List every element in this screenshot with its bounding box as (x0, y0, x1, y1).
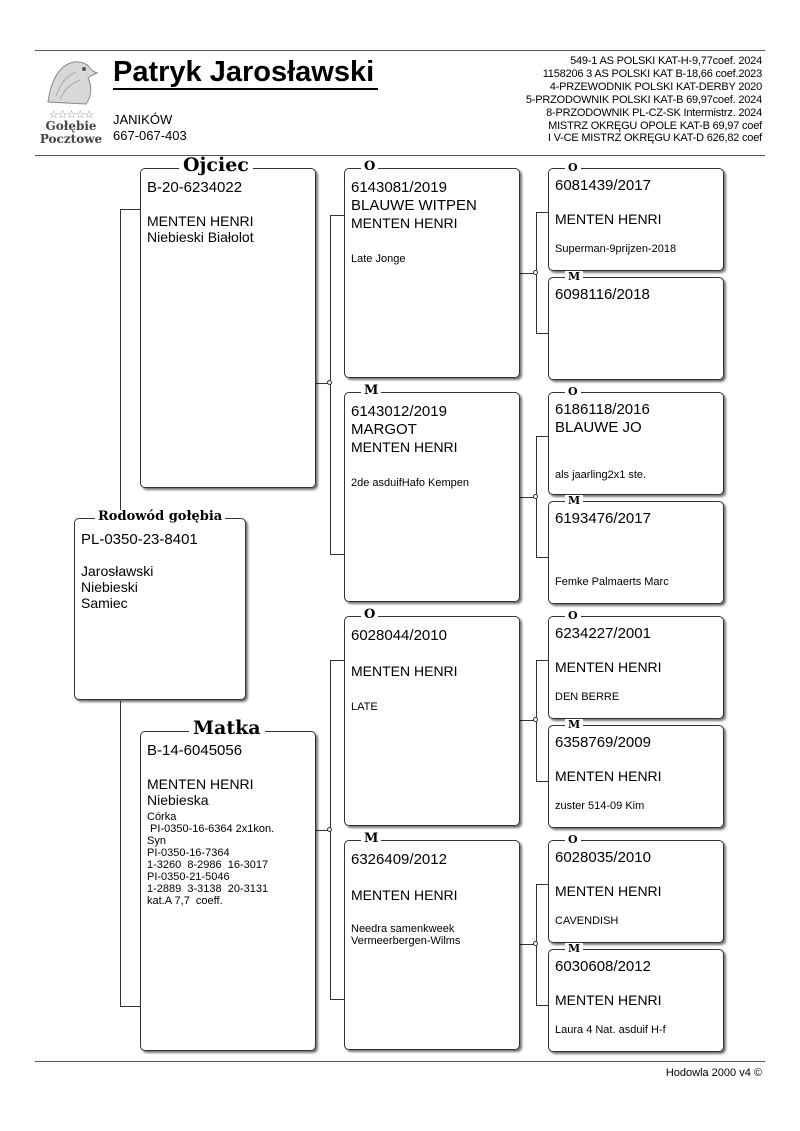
mm-breeder: MENTEN HENRI (351, 887, 458, 903)
connector (536, 781, 548, 782)
mf-breeder: MENTEN HENRI (351, 663, 458, 679)
grandfather-paternal-card[interactable] (344, 159, 520, 378)
ggp-fmf-card[interactable] (548, 385, 724, 495)
achievement: I V-CE MISTRZ OKRĘGU KAT-D 626,82 coef (547, 132, 762, 145)
mother-note: kat.A 7,7 coeff. (147, 895, 223, 907)
fmf-name: BLAUWE JO (555, 419, 642, 436)
connector-dot (533, 494, 538, 499)
father-color: Niebieski Białolot (147, 229, 254, 245)
grandfather-maternal-card[interactable] (344, 607, 520, 826)
pigeon-logo-icon (42, 56, 100, 108)
connector (536, 212, 548, 213)
fff-breeder: MENTEN HENRI (555, 211, 662, 227)
ff-breeder: MENTEN HENRI (351, 215, 458, 231)
breeder-name-underline (113, 88, 378, 90)
fm-name: MARGOT (351, 421, 417, 438)
breeder-name: Patryk Jarosławski (113, 56, 375, 88)
fmm-ring: 6193476/2017 (555, 510, 651, 527)
grandmother-paternal-card[interactable] (344, 383, 520, 602)
ff-name: BLAUWE WITPEN (351, 197, 477, 214)
mmm-ring: 6030608/2012 (555, 958, 651, 975)
mother-note: 1-3260 8-2986 16-3017 (147, 859, 269, 871)
connector (120, 209, 121, 517)
fmf-ring: 6186118/2016 (555, 401, 650, 418)
fff-ring: 6081439/2017 (555, 177, 651, 194)
mff-label: O (565, 610, 581, 621)
connector-dot (327, 827, 332, 832)
connector (330, 999, 344, 1000)
mmm-breeder: MENTEN HENRI (555, 992, 662, 1008)
ff-label: O (361, 160, 378, 173)
footer-rule (35, 1061, 765, 1062)
mm-label: M (361, 832, 381, 845)
mother-note: 1-2889 3-3138 20-3131 (147, 883, 269, 895)
mf-note: LATE (351, 701, 378, 713)
mmf-ring: 6028035/2010 (555, 849, 651, 866)
logo-line2: Pocztowe (39, 132, 103, 146)
mfm-label: M (565, 719, 583, 730)
mmm-note: Laura 4 Nat. asduif H-f (555, 1024, 666, 1036)
grandmother-maternal-card[interactable] (344, 831, 520, 1050)
mother-label: Matka (189, 719, 265, 738)
mmf-label: O (565, 834, 581, 845)
mother-color: Niebieska (147, 792, 209, 808)
father-breeder: MENTEN HENRI (147, 213, 254, 229)
fmf-label: O (565, 386, 581, 397)
mother-note: Syn (147, 835, 166, 847)
connector (330, 215, 331, 555)
mm-note: Needra samenkweek (351, 923, 455, 935)
mmm-label: M (565, 943, 583, 954)
header-top-rule (35, 50, 765, 51)
mother-card[interactable] (140, 717, 316, 1051)
fff-note: Superman-9prijzen-2018 (555, 243, 677, 255)
subject-ring: PL-0350-23-8401 (81, 531, 198, 548)
mmf-note: CAVENDISH (555, 915, 619, 927)
mf-label: O (361, 608, 378, 621)
header-bottom-rule (35, 155, 765, 156)
fm-note: 2de asduifHafo Kempen (351, 477, 470, 489)
connector (536, 436, 548, 437)
mff-note: DEN BERRE (555, 691, 620, 703)
connector (330, 215, 344, 216)
achievement: 1158206 3 AS POLSKI KAT B-18,66 coef.2023 (542, 67, 762, 80)
footer-credit: Hodowla 2000 v4 © (665, 1067, 762, 1079)
connector (536, 333, 548, 334)
father-card[interactable] (140, 154, 316, 488)
connector (120, 701, 121, 1006)
subject-card[interactable] (74, 509, 246, 700)
fm-breeder: MENTEN HENRI (351, 439, 458, 455)
connector-dot (533, 717, 538, 722)
ggp-fmm-card[interactable] (548, 494, 724, 604)
subject-label: Rodowód gołębia (95, 510, 225, 523)
mother-breeder: MENTEN HENRI (147, 776, 254, 792)
connector (120, 209, 140, 210)
mf-ring: 6028044/2010 (351, 627, 447, 644)
ff-note: Late Jonge (351, 253, 406, 265)
fmf-note: als jaarling2x1 ste. (555, 469, 647, 481)
fmm-label: M (565, 495, 583, 506)
connector (330, 554, 344, 555)
ggp-mmm-card[interactable] (548, 942, 724, 1052)
connector-dot (533, 941, 538, 946)
father-ring: B-20-6234022 (147, 179, 243, 196)
breeder-phone: 667-067-403 (113, 128, 187, 143)
logo-line1: Gołębie (45, 119, 97, 133)
connector (536, 1005, 548, 1006)
fm-ring: 6143012/2019 (351, 403, 447, 420)
mfm-note: zuster 514-09 Kim (555, 800, 645, 812)
fmm-note: Femke Palmaerts Marc (555, 576, 669, 588)
mmf-breeder: MENTEN HENRI (555, 883, 662, 899)
connector (536, 557, 548, 558)
logo-stars: ☆☆☆☆☆ (48, 108, 94, 121)
fm-label: M (361, 384, 381, 397)
subject-sex: Samiec (81, 595, 128, 611)
mm-ring: 6326409/2012 (351, 851, 447, 868)
mm-note: Vermeerbergen-Wilms (351, 935, 461, 947)
breeder-city: JANIKÓW (113, 112, 173, 127)
achievement: 8-PRZODOWNIK PL-CZ-SK Intermistrz. 2024 (546, 106, 762, 119)
connector (330, 660, 344, 661)
ff-ring: 6143081/2019 (351, 179, 447, 196)
mfm-ring: 6358769/2009 (555, 734, 651, 751)
mfm-breeder: MENTEN HENRI (555, 768, 662, 784)
achievements-list (526, 55, 762, 145)
achievement: 5-PRZODOWNIK POLSKI KAT-B 69,97coef. 2024 (525, 93, 762, 106)
fff-label: O (565, 162, 581, 173)
connector-dot (327, 380, 332, 385)
father-label: Ojciec (179, 156, 253, 175)
mother-note: PI-0350-21-5046 (147, 871, 230, 883)
ggp-mff-card[interactable] (548, 609, 724, 719)
logo-text (36, 120, 106, 146)
achievement: 4-PRZEWODNIK POLSKI KAT-DERBY 2020 (549, 80, 762, 93)
mother-ring: B-14-6045056 (147, 742, 243, 759)
mother-note: PI-0350-16-6364 2x1kon. (147, 823, 275, 835)
ggp-mmf-card[interactable] (548, 833, 724, 943)
connector (120, 1006, 140, 1007)
connector (536, 884, 548, 885)
connector (536, 660, 548, 661)
mother-note: PI-0350-16-7364 (147, 847, 230, 859)
ggp-ffm-card[interactable] (548, 270, 724, 380)
ffm-ring: 6098116/2018 (555, 286, 650, 303)
mother-note: Córka (147, 811, 177, 823)
logo (36, 56, 106, 148)
ggp-mfm-card[interactable] (548, 718, 724, 828)
mff-ring: 6234227/2001 (555, 625, 651, 642)
ggp-fff-card[interactable] (548, 161, 724, 271)
ffm-label: M (565, 271, 583, 282)
mff-breeder: MENTEN HENRI (555, 659, 662, 675)
subject-owner: Jarosławski (81, 563, 154, 579)
connector-dot (533, 270, 538, 275)
subject-color: Niebieski (81, 579, 138, 595)
achievement: 549-1 AS POLSKI KAT-H-9,77coef. 2024 (570, 55, 762, 67)
achievement: MISTRZ OKRĘGU OPOLE KAT-B 69,97 coef (548, 119, 762, 132)
